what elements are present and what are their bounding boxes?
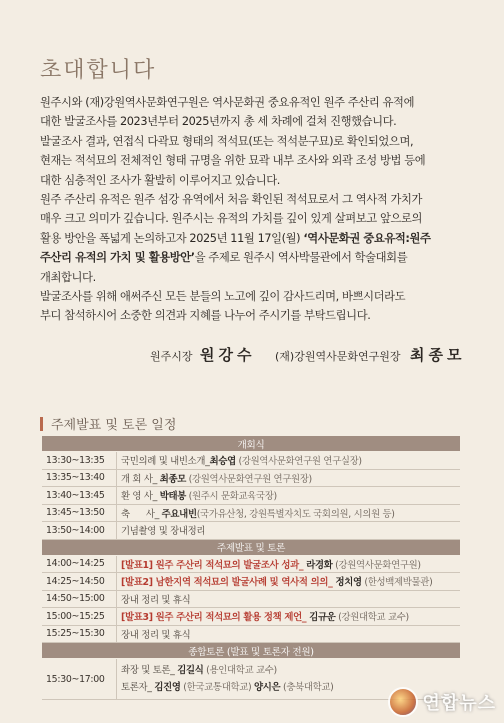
event-title-highlight: ‘역사문화권 중요유적:원주 — [303, 231, 431, 245]
section-marker-icon — [40, 417, 43, 431]
signature-line — [150, 344, 465, 365]
talk-title: [발표3] 원주 주산리 적석묘의 활용 정책 제언_ — [121, 612, 307, 624]
host-name: 원강수 — [200, 346, 256, 364]
section-heading — [40, 414, 176, 433]
talk-title: [발표2] 남한지역 적석묘의 발굴사례 및 역사적 의의_ — [121, 577, 333, 589]
person-name: 김길식 — [177, 665, 204, 676]
text-line: 매우 크고 의미가 깊습니다. 원주시는 유적의 가치를 깊이 있게 살펴보고 앞으로의 — [40, 212, 423, 226]
text-segment: 활용 방안을 폭넓게 논의하고자 2025년 11월 17일(월) — [40, 231, 304, 245]
text-segment: 환 영 사_ — [121, 491, 160, 503]
table-row — [42, 487, 460, 505]
program-cell — [117, 573, 461, 591]
news-logo-icon — [388, 687, 418, 717]
text-line: 발굴조사 결과, 연접식 다곽묘 형태의 적석묘(또는 적석분구묘)로 확인되었으며, — [40, 134, 414, 148]
time-cell: 14:00~14:25 — [42, 555, 117, 573]
discussion-moderator — [121, 662, 456, 679]
program-cell — [117, 522, 461, 540]
affiliation: (한성백제박물관) — [361, 577, 433, 589]
time-cell: 13:50~14:00 — [42, 522, 117, 540]
text-line — [40, 229, 468, 248]
watermark — [388, 687, 496, 717]
program-cell — [117, 452, 461, 470]
paragraph-4 — [40, 287, 468, 326]
program-cell — [117, 487, 461, 505]
schedule-table — [42, 436, 460, 700]
page-title: 초대합니다 — [40, 57, 157, 83]
paragraph-2 — [40, 132, 468, 190]
program-cell — [117, 590, 461, 608]
time-cell: 15:00~15:25 — [42, 608, 117, 626]
table-row — [42, 522, 460, 540]
host-role: 원주시장 — [150, 350, 193, 363]
table-row — [42, 504, 460, 522]
cohost-role: (재)강원역사문화연구원장 — [275, 350, 401, 363]
text-segment: 기념촬영 및 장내정리 — [121, 526, 206, 538]
text-segment: 축 사_ — [121, 508, 162, 520]
table-row — [42, 625, 460, 643]
schedule-group-header — [42, 539, 460, 555]
paragraph-1 — [40, 93, 468, 132]
time-cell: 14:25~14:50 — [42, 573, 117, 591]
text-line: 원주 주산리 유적은 원주 섬강 유역에서 처음 확인된 적석묘로서 그 역사적 가치가 — [40, 193, 423, 207]
talk-title: [발표1] 원주 주산리 적석묘의 발굴조사 성과_ — [121, 559, 304, 571]
text-line — [40, 248, 468, 267]
program-cell — [117, 625, 461, 643]
event-title-highlight: 주산리 유적의 가치 및 활용방안’ — [40, 251, 195, 265]
person-name: 김규운 — [306, 612, 336, 624]
text-segment: 좌장 및 토론_ — [121, 665, 178, 676]
group-label: 종합토론 (발표 및 토론자 전원) — [42, 643, 460, 659]
time-cell: 13:35~13:40 — [42, 469, 117, 487]
invitation-body — [40, 93, 468, 326]
time-cell: 14:50~15:00 — [42, 590, 117, 608]
program-cell — [117, 555, 461, 573]
person-name: 주요내빈 — [161, 508, 197, 520]
person-name: 최종모 — [159, 473, 186, 485]
program-cell — [117, 608, 461, 626]
affiliation: (강원역사문화연구원) — [332, 559, 421, 571]
affiliation: (강원대학교 교수) — [335, 612, 409, 624]
schedule-group-header — [42, 436, 460, 452]
person-name: 김진영 — [154, 682, 181, 693]
person-name: 박태봉 — [159, 491, 186, 503]
person-name: 최승엽 — [209, 456, 236, 468]
person-name: 라경화 — [303, 559, 333, 571]
person-name: 정치영 — [332, 577, 362, 589]
table-row — [42, 608, 460, 626]
table-row — [42, 452, 460, 470]
text-segment: 을 주제로 원주시 역사박물관에서 학술대회를 — [194, 251, 408, 265]
text-line: 부디 참석하시어 소중한 의견과 지혜를 나누어 주시기를 부탁드립니다. — [40, 309, 371, 323]
program-cell — [117, 504, 461, 522]
affiliation: (강원역사문화연구원 연구원장) — [185, 473, 312, 485]
text-segment: 장내 정리 및 휴식 — [121, 629, 191, 641]
text-line: 원주시와 (재)강원역사문화연구원은 역사문화권 중요유적인 원주 주산리 유적에 — [40, 96, 415, 109]
text-line: 발굴조사를 위해 애써주신 모든 분들의 노고에 깊이 감사드리며, 바쁘시더라도 — [40, 290, 406, 304]
affiliation: (충북대학교) — [280, 682, 334, 693]
time-cell: 13:40~13:45 — [42, 487, 117, 505]
table-row — [42, 469, 460, 487]
text-segment: 개 회 사_ — [121, 473, 160, 485]
text-line: 개최합니다. — [40, 270, 96, 284]
text-segment: 토론자_ — [121, 682, 155, 693]
text-segment: 국민의례 및 내빈소개_ — [121, 456, 210, 468]
text-line: 대한 발굴조사를 2023년부터 2025년까지 총 세 차례에 걸쳐 진행했습니다. — [40, 115, 397, 129]
time-cell: 15:30~17:00 — [42, 659, 117, 700]
affiliation: (강원역사문화연구원 연구실장) — [235, 456, 362, 468]
text-line: 대한 심층적인 조사가 활발히 이루어지고 있습니다. — [40, 173, 280, 187]
affiliation: (한국교통대학교) — [180, 682, 254, 693]
watermark-text: 연합뉴스 — [422, 693, 496, 714]
cohost-name: 최종모 — [409, 346, 466, 364]
time-cell: 13:30~13:35 — [42, 452, 117, 470]
section-title: 주제발표 및 토론 일정 — [51, 418, 177, 433]
time-cell: 15:25~15:30 — [42, 625, 117, 643]
text-line: 현재는 적석묘의 전체적인 형태 규명을 위한 묘곽 내부 조사와 외곽 조성 방법 등에 — [40, 154, 426, 168]
text-segment: 장내 정리 및 휴식 — [121, 594, 191, 606]
schedule-group-header — [42, 643, 460, 659]
person-name: 양시은 — [254, 682, 281, 693]
affiliation: (국가유산청, 강원특별자치도 국회의원, 시의원 등) — [196, 508, 395, 520]
paragraph-3 — [40, 190, 468, 287]
table-row — [42, 590, 460, 608]
affiliation: (원주시 문화교육국장) — [185, 491, 277, 503]
affiliation: (용인대학교 교수) — [203, 665, 277, 676]
group-label: 주제발표 및 토론 — [42, 539, 460, 555]
time-cell: 13:45~13:50 — [42, 504, 117, 522]
program-cell — [117, 469, 461, 487]
group-label: 개회식 — [42, 436, 460, 452]
table-row — [42, 573, 460, 591]
table-row — [42, 555, 460, 573]
